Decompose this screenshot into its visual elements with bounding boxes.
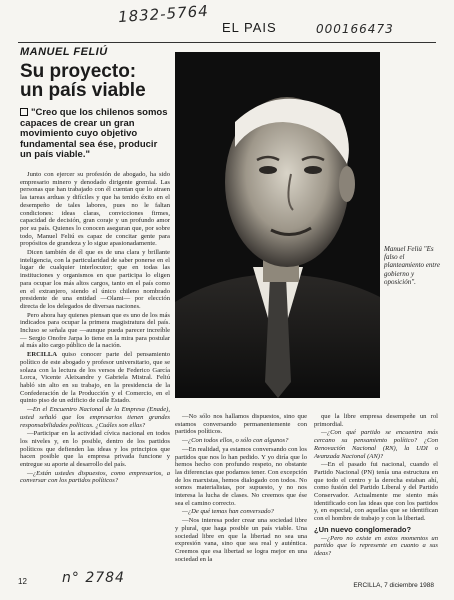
question: —¿Con qué partido se encuentra más cercano su pensamiento político? ¿Con Renovación Nacional (RN), la UDI o Avanzada Nacional (AN)?	[314, 429, 438, 460]
paragraph: Dicen también de él que es de una clara y brillante inteligencia, con la particularidad de saber ponerse en el lugar de cualquier interlocutor; que en todas las instituciones y organismos en que participa lo eligen para ocupar los más altos cargos, tanto en el país como en el extranjero, siendo el único chileno nombrado presidente de una entidad —Olami— por elección directa de los delegados de diversas naciones.	[20, 249, 170, 310]
handwritten-reference: 1832-5764	[117, 1, 210, 27]
article-column-1	[20, 171, 170, 486]
article-column-2	[175, 413, 307, 564]
headline	[20, 62, 170, 100]
paragraph-text: quiso conocer parte del pensamiento político de este abogado y profesor universitario, que se solaza con la lectura de los versos de Federico García Lorca, Vicente Aleixandre y Gabriela Mistral. Feliú habló sin alto en su trabajo, en la presidencia de la Confederación de la Producción y el Comercio, en el quinto piso de un edificio de calle Estado.	[20, 351, 170, 405]
question: —En el Encuentro Nacional de la Empresa (Enade), usted señaló que los empresarios tienen grandes responsabilidades políticas. ¿Cuáles son ellas?	[20, 406, 170, 429]
handwritten-issue-number: n° 2784	[62, 570, 125, 586]
section-name: EL PAIS	[222, 20, 277, 35]
answer: —Nos interesa poder crear una sociedad libre y plural, que haga posible un país viable. Una sociedad libre en que la libertad no sea una expresión vana, sino que sea real y auténtica. Creemos que esa libertad se logra mejor en una sociedad en la	[175, 517, 307, 563]
handwritten-catalog-number: 000166473	[316, 22, 394, 36]
question: —¿Están ustedes dispuestos, como empresarios, a conversar con los partidos políticos?	[20, 469, 170, 485]
photo-caption: Manuel Feliú "Es falso el planteamiento entre gobierno y oposición".	[384, 245, 440, 286]
paragraph: Pero ahora hay quienes piensan que es uno de los más indicados para ocupar la primera magistratura del país. Incluso se señala que —aunque pueda parecer increíble— Sergio Onofre Jarpa lo tiene en la mira para postular al más alto cargo público de la nación.	[20, 311, 170, 350]
page-number: 12	[18, 577, 27, 586]
answer: —En el pasado fui nacional, cuando el Partido Nacional (PN) tenía una estructura en que todo el centro y la derecha estaban ahí, como fusión del Partido Liberal y del Partido Conservador. Actualmente me siento más identificado con las ideas que con los partidos y, en especial, con aquellas que se identifican con el hombre de trabajo y con la libertad.	[314, 461, 438, 523]
header-rule	[18, 42, 436, 43]
question: —¿Pero no existe en estos momentos un partido que lo represente en cuanto a sus ideas?	[314, 534, 438, 557]
subheading: ¿Un nuevo conglomerado?	[314, 524, 412, 534]
lead-quote-text: "Creo que los chilenos somos capaces de crear un gran movimiento cuyo objetivo fundamental sea ése, producir un país viable."	[20, 107, 168, 160]
checkbox-bullet-icon	[20, 108, 28, 116]
headline-line-1: Su proyecto:	[20, 61, 137, 82]
answer: —En realidad, ya estamos conversando con los partidos que nos lo han pedido. Y yo diría que lo hemos hecho con profundo respeto, no obstante las diferencias que podamos tener. Con excepción de los marxistas, hemos dialogado con todos. No somos materialistas, por supuesto, y no nos interesa la lucha de clases. No creemos que ése sea el camino correcto.	[175, 445, 307, 507]
author-name: MANUEL FELIÚ	[20, 46, 108, 58]
paragraph	[20, 351, 170, 405]
magazine-name: ERCILLA	[27, 351, 58, 359]
headline-line-2: un país viable	[20, 80, 146, 101]
paragraph: Junto con ejercer su profesión de abogado, ha sido empresario minero y denodado dirigente gremial. Las personas que han trabajado con él cuentan que lo atraen las tareas arduas y difíciles y que ha tenido éxito en el desempeño de tales labores, pues no le faltan condiciones: ideas claras, convicciones firmes, capacidad de decisión, gran coraje y un profundo amor por su país. Quienes lo conocen aseguran que, por sobre todo, Manuel Feliú es capaz de concitar gente para propósitos de grandeza y lo sigue apasionadamente.	[20, 171, 170, 248]
lead-quote	[20, 108, 170, 161]
publication-source: ERCILLA, 7 diciembre 1988	[353, 582, 434, 589]
question: —¿Con todos ellos, o sólo con algunos?	[182, 437, 289, 445]
answer: —Participar en la actividad cívica nacional en todos los niveles y, en lo posible, dentro de los partidos políticos que defienden las ideas y los principios que hacen posible que la empresa privada funcione y entregue su aporte al desarrollo del país.	[20, 430, 170, 469]
portrait-illustration	[175, 52, 380, 398]
portrait-photo	[175, 52, 380, 398]
answer: —No sólo nos hallamos dispuestos, sino que estamos conversando permanentemente con partidos políticos.	[175, 413, 307, 436]
article-column-3	[314, 413, 438, 559]
question: —¿De qué temas han conversado?	[182, 508, 274, 516]
answer: que la libre empresa desempeñe un rol primordial.	[314, 413, 438, 428]
